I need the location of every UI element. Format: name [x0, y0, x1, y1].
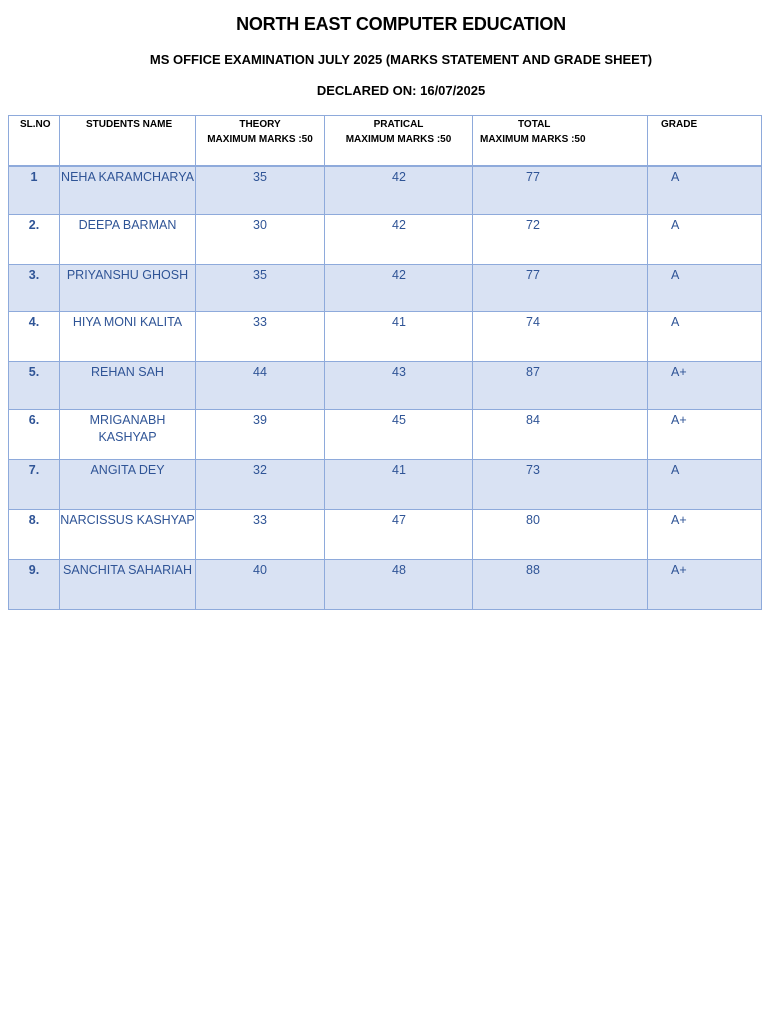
cell-slno: 1 [9, 166, 60, 214]
header-slno [9, 116, 60, 167]
header-theory-label: THEORY [239, 119, 281, 130]
cell-slno: 9. [9, 559, 60, 609]
cell-practical: 45 [325, 409, 473, 459]
cell-theory: 40 [196, 559, 325, 609]
cell-theory: 35 [196, 166, 325, 214]
header-practical-label: PRATICAL [373, 119, 424, 130]
cell-theory: 30 [196, 214, 325, 264]
cell-total: 74 [473, 311, 648, 361]
declared-date: DECLARED ON: 16/07/2025 [316, 83, 486, 98]
header-total [473, 116, 648, 167]
header-name [60, 116, 196, 167]
page-subtitle: MS OFFICE EXAMINATION JULY 2025 (MARKS STATEMENT AND GRADE SHEET) [149, 52, 653, 67]
cell-theory: 39 [196, 409, 325, 459]
cell-slno: 3. [9, 264, 60, 311]
header-name-label: STUDENTS NAME [86, 119, 173, 130]
cell-slno: 2. [9, 214, 60, 264]
cell-grade: A+ [648, 409, 762, 459]
cell-total: 88 [473, 559, 648, 609]
cell-grade: A [648, 166, 762, 214]
header-grade [648, 116, 762, 167]
cell-theory: 33 [196, 509, 325, 559]
cell-grade: A+ [648, 559, 762, 609]
cell-practical: 41 [325, 311, 473, 361]
cell-student-name: REHAN SAH [60, 361, 196, 409]
cell-theory: 33 [196, 311, 325, 361]
cell-total: 80 [473, 509, 648, 559]
cell-theory: 32 [196, 459, 325, 509]
cell-slno: 5. [9, 361, 60, 409]
cell-theory: 44 [196, 361, 325, 409]
header-grade-label: GRADE [661, 119, 698, 130]
cell-student-name: HIYA MONI KALITA [60, 311, 196, 361]
header-theory-max: MAXIMUM MARKS :50 [207, 134, 313, 145]
cell-practical: 47 [325, 509, 473, 559]
cell-grade: A+ [648, 361, 762, 409]
table-header-row [9, 116, 762, 167]
table-row [9, 409, 762, 459]
cell-practical: 42 [325, 264, 473, 311]
table-row [9, 166, 762, 214]
cell-theory: 35 [196, 264, 325, 311]
cell-student-name: NEHA KARAMCHARYA [60, 166, 196, 214]
cell-total: 77 [473, 264, 648, 311]
cell-total: 73 [473, 459, 648, 509]
marks-table [8, 115, 762, 610]
cell-student-name: SANCHITA SAHARIAH [60, 559, 196, 609]
cell-student-name: MRIGANABH KASHYAP [60, 409, 196, 459]
table-row [9, 559, 762, 609]
cell-total: 84 [473, 409, 648, 459]
table-row [9, 361, 762, 409]
cell-total: 87 [473, 361, 648, 409]
cell-grade: A+ [648, 509, 762, 559]
cell-slno: 4. [9, 311, 60, 361]
cell-grade: A [648, 264, 762, 311]
table-row [9, 509, 762, 559]
header-total-max: MAXIMUM MARKS :50 [480, 134, 586, 145]
cell-student-name: NARCISSUS KASHYAP [60, 509, 196, 559]
header-practical-max: MAXIMUM MARKS :50 [345, 134, 452, 145]
cell-practical: 41 [325, 459, 473, 509]
cell-total: 72 [473, 214, 648, 264]
table-row [9, 311, 762, 361]
cell-total: 77 [473, 166, 648, 214]
cell-slno: 8. [9, 509, 60, 559]
header-practical [325, 116, 473, 167]
table-row [9, 214, 762, 264]
cell-practical: 48 [325, 559, 473, 609]
header-slno-label: SL.NO [20, 119, 51, 130]
cell-slno: 6. [9, 409, 60, 459]
cell-practical: 42 [325, 166, 473, 214]
cell-practical: 43 [325, 361, 473, 409]
header-total-label: TOTAL [518, 119, 551, 130]
cell-practical: 42 [325, 214, 473, 264]
cell-grade: A [648, 311, 762, 361]
header-theory [196, 116, 325, 167]
page-title: NORTH EAST COMPUTER EDUCATION [236, 14, 566, 34]
table-row [9, 459, 762, 509]
cell-student-name: ANGITA DEY [60, 459, 196, 509]
cell-grade: A [648, 214, 762, 264]
table-row [9, 264, 762, 311]
cell-student-name: DEEPA BARMAN [60, 214, 196, 264]
cell-grade: A [648, 459, 762, 509]
cell-slno: 7. [9, 459, 60, 509]
cell-student-name: PRIYANSHU GHOSH [60, 264, 196, 311]
